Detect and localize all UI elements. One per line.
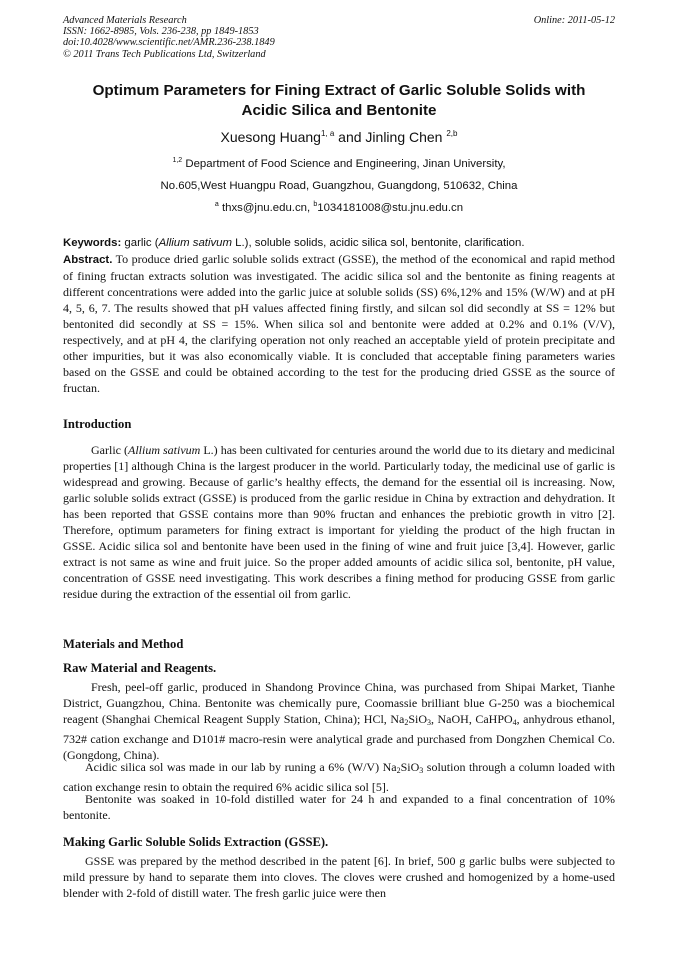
raw-material-paragraph: Fresh, peel-off garlic, produced in Shandong Province China, was purchased from Shipai Market, Tianhe District, Guangzhou, China. Bentonite was chemically pure, Coomassie brilliant blue G-250 was a biochemical reagent (Shanghai Chemical Reagent Supply Station, China); HCl, $Na_2SiO_3$, NaOH, CaHPO$_4$, anhydrous ethanol, 732# cation exchange and D101# macro-resin were analytical grade and purchased from Dongzhen Chemical Co. (Gongdong, China). <box>63 680 615 763</box>
affiliation-marker: 1,2 <box>172 157 183 164</box>
author-conjunction: and <box>334 129 366 145</box>
copyright-line: © 2011 Trans Tech Publications Ltd, Switzerland <box>63 48 266 60</box>
email-author-2: 1034181008@stu.jnu.edu.cn <box>317 202 464 214</box>
subheading-raw-material: Raw Material and Reagents. <box>63 661 217 675</box>
email-author-1: thxs@jnu.edu.cn, <box>218 202 314 214</box>
issn-line: ISSN: 1662-8985, Vols. 236-238, pp 1849-1853 <box>63 26 259 38</box>
email-line: $^a$ thxs@jnu.edu.cn, $^b$1034181008@stu.jnu.edu.cn <box>214 201 464 214</box>
keywords: Keywords: garlic (Allium sativum L.), soluble solids, acidic silica sol, bentonite, clarification. <box>63 237 525 249</box>
affiliation-line-1: $^{1,2}$ Department of Food Science and Engineering, Jinan University, <box>172 157 506 170</box>
title-line-1: Optimum Parameters for Fining Extract of Garlic Soluble Solids with <box>92 82 586 99</box>
affiliation-line-2: No.605,West Huangpu Road, Guangzhou, Guangdong, 510632, China <box>160 180 518 192</box>
journal-name: Advanced Materials Research <box>63 15 187 26</box>
author-1-affil: 1, a <box>320 129 335 138</box>
abstract-text: To produce dried garlic soluble solids extract (GSSE), the method of the economical and rapid method of fining fructan extracts solution was investigated. The acidic silica sol and the bentonite as fining reagents at different concentrations were added into the garlic juice at soluble solids (SS) 6%,12% and 15% (W/W) and at pH 4, 5, 6, 7. The results showed that pH values affected fining firstly, and silcan sol did secondly at SS = 12% but bentonited did secondly at SS = 15%. When silica sol and bentonite were added at 0.2% and 0.1% (V/V), respectively, and at pH 4, the clarifying operation not only reached an acceptable yield of protein precipitate and other impurities, but it was also economically viable. It is concluded that acceptable fining parameters waries based on the GSSE and could be obtained according to the test for the producing dried GSSE as the source of fructan. <box>63 252 615 396</box>
gsse-paragraph: GSSE was prepared by the method described in the patent [6]. In brief, 500 g garlic bulbs were subjected to mild pressure by hand to separate them into cloves. The cloves were crushed and homogenized by a home-used blender with 2-fold of distill water. The fresh garlic juice were then <box>63 854 615 901</box>
author-2: Jinling Chen <box>365 129 447 145</box>
subheading-making-gsse: Making Garlic Soluble Solids Extraction (GSSE). <box>63 835 329 849</box>
introduction-paragraph: Garlic (Allium sativum L.) has been cultivated for centuries around the world due to its dietary and medicinal properties [1] although China is the largest producer in the world. Particularly today, the medicinal use of garlic is widespread and growing. Because of garlic’s healthy effects, the demand for the essential oil is increasing. Now, garlic soluble solids extract (GSSE) is produced from the garlic residue in China by extraction and dehydration. It has been reported that GSSE contains more than 90% fructan and enhances the prebiotic growth in vitro [2]. Therefore, optimum parameters for fining extract is important for yielding the product of the high fructan in GSSE. Acidic silica sol and bentonite have been used in the fining of wine and fruit juice [3,4]. However, garlic extract is not same as wine and fruit juice. So the proper added amounts of acidic silica sol, bentonite, pH value, concentration of GSSE need investigating. This work describes a fining method for producing GSSE from garlic residue during the extraction of the essential oil from garlic. <box>63 443 616 602</box>
keywords-label: Keywords: <box>63 237 122 249</box>
abstract <box>63 251 615 396</box>
section-heading-materials: Materials and Method <box>63 637 184 651</box>
section-heading-introduction: Introduction <box>63 417 132 431</box>
author-1: Xuesong Huang <box>220 129 321 145</box>
title-line-2: Acidic Silica and Bentonite <box>241 102 437 119</box>
doi-line: doi:10.4028/www.scientific.net/AMR.236-238.1849 <box>63 37 275 49</box>
abstract-label: Abstract. <box>63 254 113 266</box>
online-date: Online: 2011-05-12 <box>533 15 615 26</box>
paper-title <box>63 81 615 121</box>
silica-sol-paragraph: Acidic silica sol was made in our lab by runing a 6% (W/V) $Na_2SiO_3$ solution through a column loaded with cation exchange resin to obtain the required 6% acidic silica sol [5]. <box>63 760 615 795</box>
author-list <box>63 129 615 145</box>
journal-header <box>63 15 275 60</box>
author-2-affil: 2,b <box>446 129 458 138</box>
bentonite-paragraph: Bentonite was soaked in 10-fold distilled water for 24 h and expanded to a final concentration of 10% bentonite. <box>63 792 615 823</box>
